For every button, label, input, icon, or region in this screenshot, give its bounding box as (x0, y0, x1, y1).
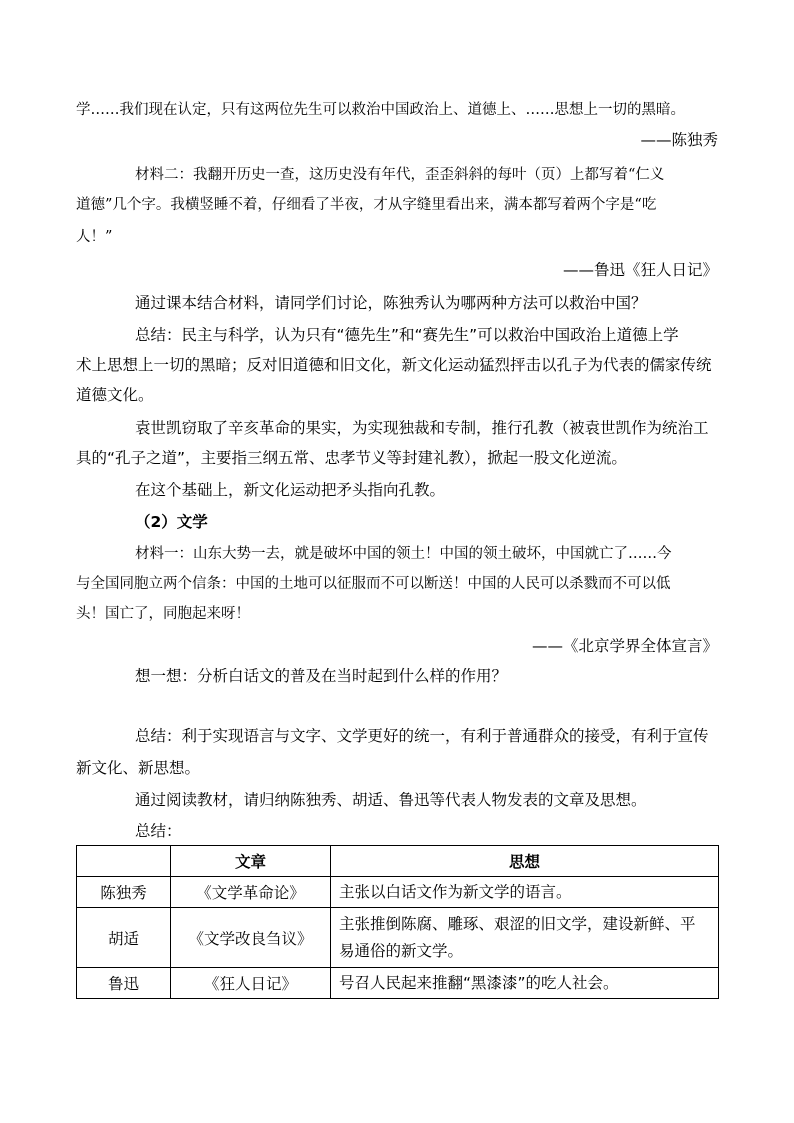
question: 想一想：分析白话文的普及在当时起到什么样的作用？ (135, 667, 508, 685)
attribution: ——鲁迅《狂人日记》 (562, 261, 718, 279)
idea-text: 主张推倒陈腐、雕琢、艰涩的旧文学，建设新鲜、平 (339, 914, 696, 933)
table-header-row (77, 846, 719, 877)
section-heading: （2）文学 (135, 513, 208, 531)
idea-text: 主张以白话文作为新文学的语言。 (339, 882, 572, 901)
material-line: 头！国亡了，同胞起来呀！ (76, 606, 250, 622)
article-cell: 《文学改良刍议》 (171, 908, 331, 968)
attribution: ——《北京学界全体宣言》 (531, 637, 718, 655)
material-line: 与全国同胞立两个信条：中国的土地可以征服而不可以断送！中国的人民可以杀戮而不可以低 (76, 576, 671, 592)
summary-line: 总结：民主与科学，认为只有“德先生”和“赛先生”可以救治中国政治上道德上学 (135, 326, 679, 344)
ideas-table (76, 845, 719, 999)
table-header: 思想 (331, 846, 719, 877)
table-row (77, 877, 719, 908)
paragraph: 在这个基础上，新文化运动把矛头指向孔教。 (135, 481, 446, 499)
paragraph-line: 具的“孔子之道”，主要指三纲五常、忠孝节义等封建礼教），掀起一股文化逆流。 (76, 449, 627, 467)
summary-line: 总结：利于实现语言与文字、文学更好的统一，有利于普通群众的接受，有利于宣传 (135, 727, 709, 745)
summary-line: 新文化、新思想。 (76, 759, 201, 777)
question: 通过课本结合材料，请同学们讨论，陈独秀认为哪两种方法可以救治中国？ (135, 294, 647, 312)
summary-label: 总结： (135, 822, 182, 840)
person-cell: 鲁迅 (77, 968, 171, 999)
person-cell: 胡适 (77, 908, 171, 968)
table-header: 文章 (171, 846, 331, 877)
table-header (77, 846, 171, 877)
material-line: 材料一：山东大势一去，就是破坏中国的领土！中国的领土破坏，中国就亡了……今 (135, 546, 672, 562)
idea-text: 易通俗的新文学。 (339, 941, 464, 960)
idea-text: 号召人民起来推翻“黑漆漆”的吃人社会。 (339, 973, 619, 992)
paragraph-line: 袁世凯窃取了辛亥革命的果实，为实现独裁和专制，推行孔教（被袁世凯作为统治工 (135, 419, 709, 437)
person-cell: 陈独秀 (77, 877, 171, 908)
table-row (77, 908, 719, 968)
material-line: 材料二：我翻开历史一查，这历史没有年代，歪歪斜斜的每叶（页）上都写着“仁义 (135, 167, 665, 183)
table-row (77, 968, 719, 999)
idea-cell (331, 968, 719, 999)
article-cell: 《文学革命论》 (171, 877, 331, 908)
idea-cell (331, 877, 719, 908)
material-line: 道德”几个字。我横竖睡不着，仔细看了半夜，才从字缝里看出来，满本都写着两个字是“吃 (76, 197, 657, 213)
summary-line: 术上思想上一切的黑暗；反对旧道德和旧文化，新文化运动猛烈抨击以孔子为代表的儒家传统 (76, 356, 712, 374)
article-cell: 《狂人日记》 (171, 968, 331, 999)
material-line: 人！” (76, 229, 113, 245)
attribution: ——陈独秀 (640, 131, 718, 149)
quote-line: 学……我们现在认定，只有这两位先生可以救治中国政治上、道德上、……思想上一切的黑暗。 (76, 102, 685, 118)
idea-cell (331, 908, 719, 968)
question: 通过阅读教材，请归纳陈独秀、胡适、鲁迅等代表人物发表的文章及思想。 (135, 791, 647, 809)
summary-line: 道德文化。 (76, 386, 154, 404)
